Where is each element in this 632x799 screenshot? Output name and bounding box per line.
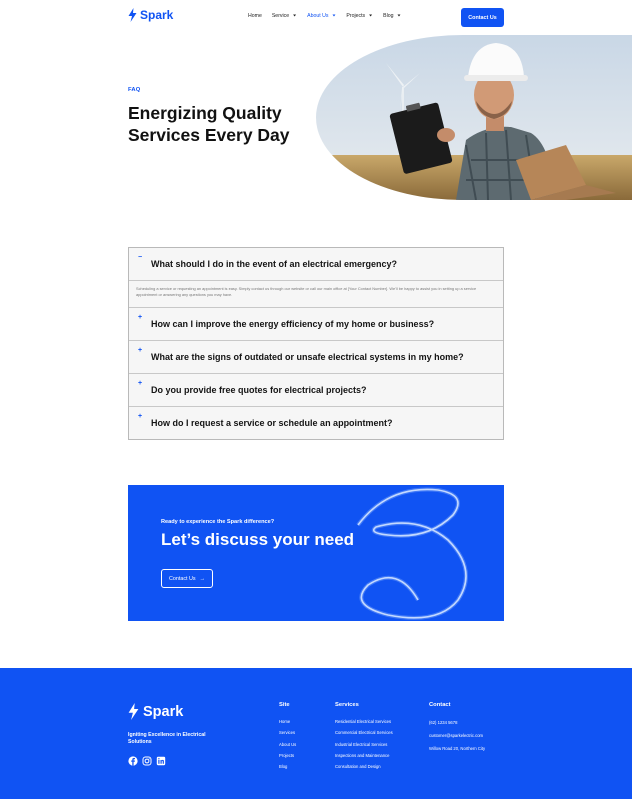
nav-home[interactable] [248,13,262,19]
faq-item [129,248,503,308]
nav-service-label: Service [271,13,290,19]
hero-tag: FAQ [128,87,141,93]
footer-contact-column [429,702,485,755]
brand-name: Spark [140,8,174,22]
faq-question-toggle[interactable] [129,308,503,340]
nav-projects[interactable] [346,13,373,19]
footer-link-blog[interactable]: Blog [279,764,288,770]
instagram-icon[interactable] [142,756,152,766]
footer-email[interactable]: customer@sparkelectric.com [429,733,484,738]
faq-item [129,341,503,374]
cta-banner [128,485,504,621]
faq-question: Do you provide free quotes for electrical projects? [151,385,367,395]
linkedin-icon[interactable] [156,756,166,766]
arrow-right-icon: → [199,575,206,582]
footer-tagline: Igniting Excellence in Electrical Solutions [128,732,206,745]
nav-about-us[interactable] [307,13,336,19]
faq-question: How can I improve the energy efficiency of my home or business? [151,319,435,329]
footer-link-projects[interactable]: Projects [279,752,295,758]
swirl-light-decoration [328,485,504,621]
plus-icon: + [138,413,143,420]
footer-address: Willow Road 20, Northern City [429,746,486,751]
hero-title: Energizing Quality Services Every Day [128,103,290,145]
faq-question: How do I request a service or schedule an appointment? [151,418,393,428]
faq-question: What are the signs of outdated or unsafe electrical systems in my home? [151,352,464,362]
hero-photo-engineer [316,35,632,200]
footer-brand-logo[interactable] [128,702,183,721]
nav-projects-label: Projects [346,13,366,19]
plus-icon: + [138,314,143,321]
nav-blog[interactable] [383,13,401,19]
cta-heading: Let’s discuss your need [161,530,355,549]
footer-site-column [279,702,296,772]
lightning-icon [128,702,139,721]
nav-blog-label: Blog [383,13,394,19]
footer-link-consultation[interactable]: Consultation and Design [335,764,381,770]
faq-accordion [128,247,504,440]
engineer-photo-illustration [316,35,632,200]
faq-item [129,374,503,407]
faq-item [129,407,503,439]
footer-phone[interactable]: (62) 1234 5678 [429,720,458,725]
footer-link-about-us[interactable]: About Us [279,741,297,747]
chevron-down-icon: ▼ [396,13,402,19]
footer-services-column [335,702,393,772]
footer-contact-title: Contact [429,702,451,708]
chevron-down-icon: ▼ [331,13,337,19]
nav-service[interactable] [272,13,297,19]
chevron-down-icon: ▼ [292,13,298,19]
nav-about-label: About Us [307,13,329,19]
brand-logo[interactable] [128,8,173,22]
faq-question-toggle[interactable] [129,248,503,280]
faq-question-toggle[interactable] [129,374,503,406]
minus-icon: − [138,254,143,261]
footer-brand-name: Spark [143,703,184,720]
footer-link-industrial[interactable]: Industrial Electrical Services [335,741,388,747]
footer-services-title: Services [335,702,359,708]
cta-contact-button[interactable] [161,569,213,588]
social-links [128,756,166,766]
footer-link-home[interactable]: Home [279,719,291,724]
footer-link-inspections[interactable]: Inspections and Maintenance [335,752,390,758]
faq-question: What should I do in the event of an electrical emergency? [151,259,398,269]
footer-link-residential[interactable]: Residential Electrical Services [335,719,392,724]
nav-home-label: Home [248,13,262,19]
plus-icon: + [138,347,143,354]
chevron-down-icon: ▼ [368,13,374,19]
footer-link-commercial[interactable]: Commercial Electrical Services [335,730,393,736]
plus-icon: + [138,380,143,387]
main-nav [248,13,401,19]
cta-contact-label: Contact Us [168,575,196,582]
lightning-icon [128,8,137,22]
facebook-icon[interactable] [128,756,138,766]
footer-site-title: Site [279,702,290,708]
faq-question-toggle[interactable] [129,341,503,373]
site-header [0,0,632,36]
footer-link-services[interactable]: Services [279,730,296,736]
faq-question-toggle[interactable] [129,407,503,439]
faq-answer: Scheduling a service or requesting an appointment is easy. Simply contact us through our website or call our main office at [Your Contact Number]. We'll be happy to assist you in setting up a service appointment or answering any questions you may have. [129,280,503,307]
faq-item [129,308,503,341]
header-contact-button[interactable]: Contact Us [461,8,504,27]
site-footer [0,668,632,799]
cta-eyebrow: Ready to experience the Spark difference? [161,519,275,525]
